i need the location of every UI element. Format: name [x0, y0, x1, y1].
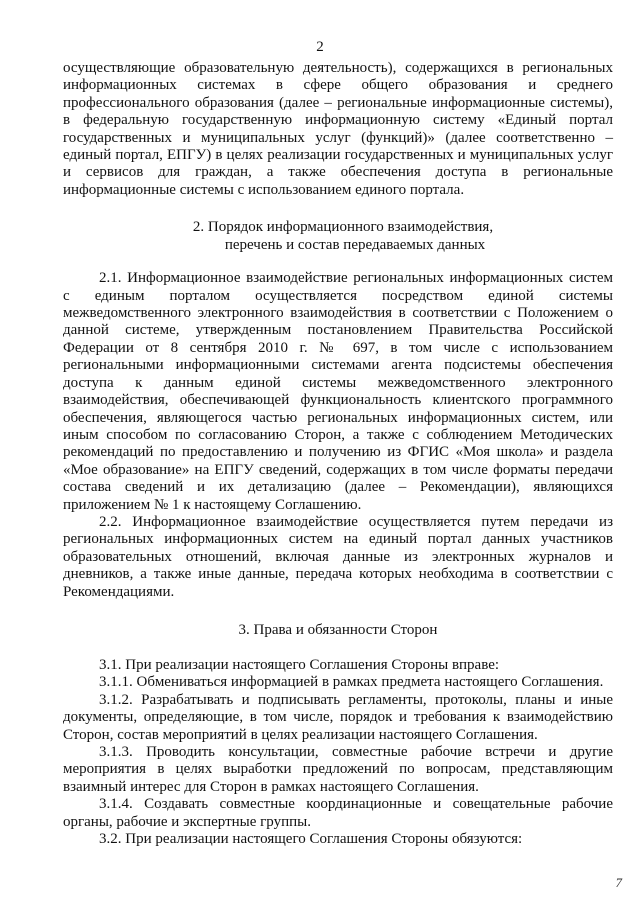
paragraph-2-1: 2.1. Информационное взаимодействие региональных информационных систем с единым порталом осуществляется посредством единой системы межведомственного электронного взаимодействия в соответствии с Положением о данной системе, утвержденным постановлением Правительства Российской Федерации от 8 сентября 2010 г. № 697, в том числе с использованием региональными информационными системами агента подсистемы обеспечения доступа к данным единой системы межведомственного электронного взаимодействия, обеспечивающей функциональность клиентского программного обеспечения, являющегося частью региональных информационных систем, или иным способом по согласованию Сторон, а также с соблюдением Методических рекомендаций по предоставлению и получению из ФГИС «Моя школа» и раздела «Мое образование» на ЕПГУ сведений, содержащих в том числе форматы передачи состава сведений и их детализацию (далее – Рекомендации), являющихся приложением № 1 к настоящему Соглашению. [63, 270, 613, 513]
document-body [63, 60, 613, 848]
paragraph-3-1-4: 3.1.4. Создавать совместные координационные и совещательные рабочие органы, рабочие и экспертные группы. [63, 796, 613, 830]
paragraph-2-2: 2.2. Информационное взаимодействие осуществляется путем передачи из региональных информационных систем на единый портал данных участников образовательных отношений, включая данные из электронных журналов и дневников, а также иные данные, передача которых необходима в соответствии с Рекомендациями. [63, 513, 613, 600]
paragraph-3-2: 3.2. При реализации настоящего Соглашения Стороны обязуются: [99, 831, 523, 848]
paragraph-3-1-2: 3.1.2. Разрабатывать и подписывать регламенты, протоколы, планы и иные документы, определяющие, в том числе, порядок и требования к взаимодействию Сторон, состав мероприятий в целях реализации настоящего Соглашения. [63, 691, 613, 743]
section-2-title-line-2: перечень и состав передаваемых данных [224, 237, 486, 254]
paragraph-3-1-3: 3.1.3. Проводить консультации, совместные рабочие встречи и другие мероприятия в целях выработки предложений по вопросам, представляющим взаимный интерес для Сторон в рамках настоящего Соглашения. [63, 744, 613, 795]
intro-paragraph: осуществляющие образовательную деятельность), содержащихся в региональных информационных системах в сфере общего образования и среднего профессионального образования (далее – региональные информационные системы), в федеральную государственную информационную систему «Единый портал государственных и муниципальных услуг (функций)» (далее соответственно – единый портал, ЕПГУ) в целях реализации государственных и муниципальных услуг и сервисов для граждан, а также обеспечения доступа в региональные информационные системы с использованием единого портала. [63, 60, 613, 198]
corner-handwritten-mark: 7 [615, 875, 622, 890]
section-3-heading: 3. Права и обязанности Сторон [238, 621, 438, 638]
section-2-title-line-1: 2. Порядок информационного взаимодействия, [192, 219, 494, 236]
page-number: 2 [316, 39, 324, 55]
section-2-heading [63, 218, 613, 254]
paragraph-3-1: 3.1. При реализации настоящего Соглашения Стороны вправе: [99, 656, 500, 673]
paragraph-3-1-1: 3.1.1. Обмениваться информацией в рамках предмета настоящего Соглашения. [99, 674, 604, 691]
